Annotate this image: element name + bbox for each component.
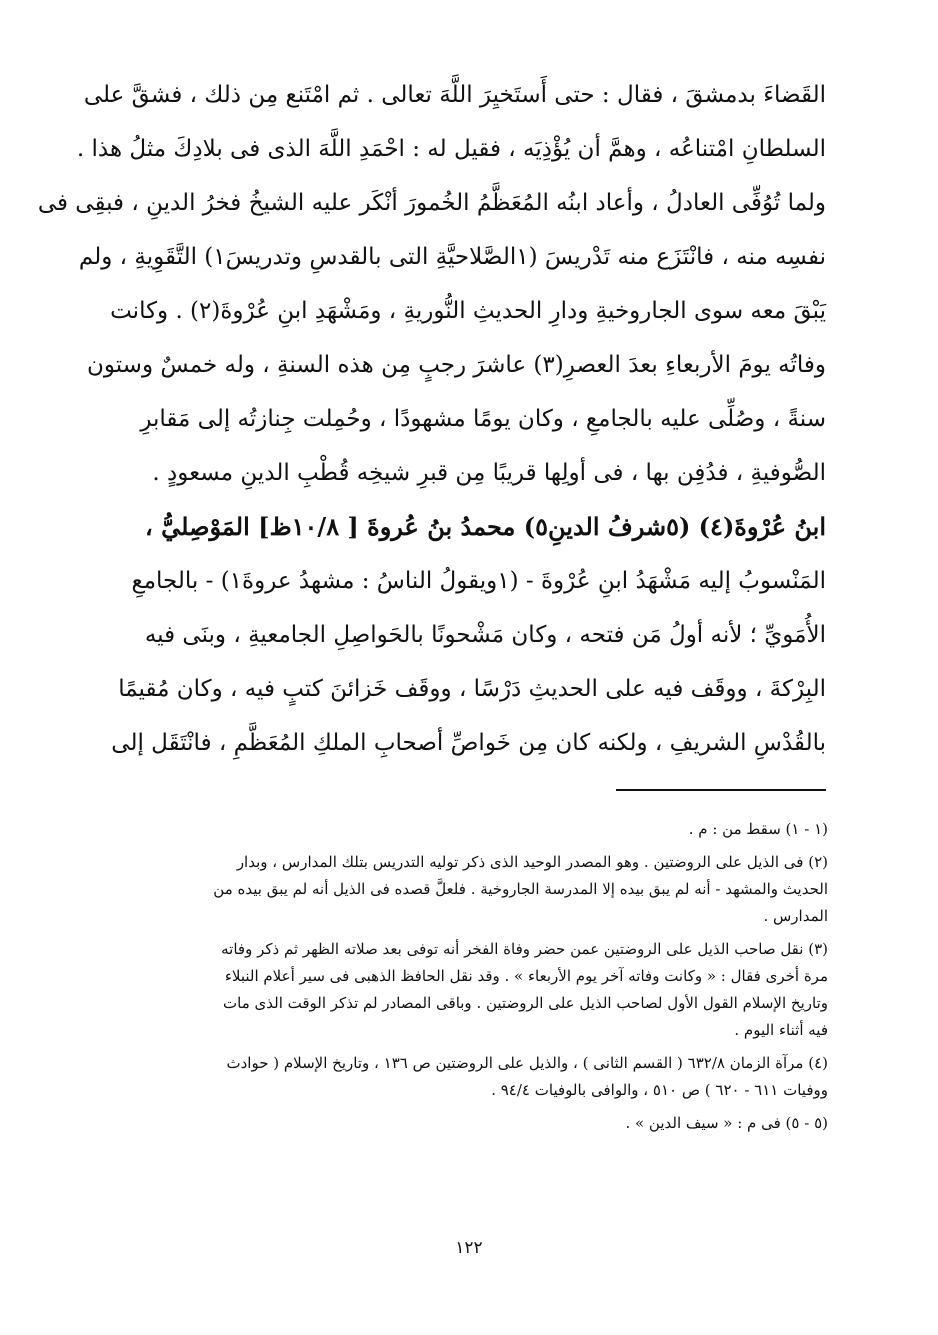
footnote-line: (١ - ١) سقط من : م . (688, 820, 828, 838)
text-line: وفاتُه يومَ الأربعاءِ بعدَ العصرِ(٣) عاشرَ رجبٍ مِن هذه السنةِ ، وله خمسٌ وستون (86, 352, 826, 378)
main-text (37, 68, 826, 770)
footnote-line: (٤) مرآة الزمان ٦٣٢/٨ ( القسم الثانى ) ، والذيل على الروضتين ص ١٣٦ ، وتاريخ الإسلام ( حوادث (226, 1054, 828, 1072)
biography-heading: ابنُ عُرْوةَ(٤) (٥شرفُ الدينِ٥) محمدُ بنُ عُروةَ [ ١٠/٨ظ] المَوْصِليُّ ، (145, 512, 826, 541)
text-line: نفسِه منه ، فانْتَزَع منه تَدْريسَ (١الصَّلاحيَّةِ التى بالقدسِ وتدريسَ١) التَّقَوِيةِ ، ولم (78, 244, 826, 270)
footnote-line: ووفيات ٦١١ - ٦٢٠ ) ص ٥١٠ ، والوافى بالوفيات ٩٤/٤ . (491, 1081, 828, 1099)
text-line: البِرْكةَ ، ووقَف فيه على الحديثِ دَرْسًا ، ووقَف خَزائنَ كتبٍ فيه ، وكان مُقيمًا (118, 676, 826, 702)
footnote-line: مرة أخرى فقال : « وكانت وفاته آخر يوم الأربعاء » . وقد نقل الحافظ الذهبى فى سير أعلام النبلاء (224, 967, 828, 985)
text-line: الصُّوفيةِ ، فدُفِن بها ، فى أولِها قريبًا مِن قبرِ شيخِه قُطْبِ الدينِ مسعودٍ . (152, 460, 826, 486)
footnote-line: وتاريخ الإسلام القول الأول لصاحب الذيل على الروضتين . وباقى المصادر لم تذكر الوقت الذى مات (223, 994, 828, 1012)
text-line: سنةً ، وصُلِّى عليه بالجامعِ ، وكان يومًا مشهودًا ، وحُمِلت جِنازتُه إلى مَقابرِ (140, 406, 826, 432)
text-line: السلطانِ امْتناعُه ، وهمَّ أن يُؤْذِيَه ، فقيل له : احْمَدِ اللَّهَ الذى فى بلادِكَ مثلُ هذا . (76, 136, 826, 162)
text-line: بالقُدْسِ الشريفِ ، ولكنه كان مِن خَواصِّ أصحابِ الملكِ المُعَظَّمِ ، فانْتَقَل إلى (111, 730, 826, 756)
footnote-line: المدارس . (763, 907, 828, 925)
page-number: ١٢٢ (455, 1238, 483, 1258)
footnotes (108, 816, 828, 1143)
footnote-3 (108, 936, 828, 1044)
footnote-separator (616, 789, 826, 791)
footnote-1 (108, 816, 828, 843)
footnote-line: (٣) نقل صاحب الذيل على الروضتين عمن حضر وفاة الفخر أنه توفى بعد صلاته الظهر ثم ذكر وفاته (221, 940, 828, 958)
footnote-line: (٥ - ٥) فى م : « سيف الدين » . (625, 1114, 828, 1132)
text-line: المَنْسوبُ إليه مَشْهَدُ ابنِ عُرْوةَ - (١ويقولُ الناسُ : مشهدُ عروةَ١) - بالجامعِ (131, 568, 826, 594)
footnote-line: (٢) فى الذيل على الروضتين . وهو المصدر الوحيد الذى ذكر توليه التدريس بتلك المدارس ، وبدار (236, 853, 828, 871)
footnote-line: الحديث والمشهد - أنه لم يبق بيده إلا المدرسة الجاروخية . فلعلَّ قصده فى الذيل أنه لم يبق بيده من (213, 880, 828, 898)
text-line: ولما تُوُفِّى العادلُ ، وأعاد ابنُه المُعَظَّمُ الخُمورَ أنْكَر عليه الشيخُ فخرُ الدينِ ، فبقِى فى (37, 190, 826, 216)
footnote-line: فيه أثناء اليوم . (734, 1021, 828, 1039)
text-line: القَضاءَ بدمشقَ ، فقال : حتى أَستَخيِرَ اللَّهَ تعالى . ثم امْتَنع مِن ذلك ، فشقَّ على (83, 82, 826, 108)
text-line: يَبْقَ معه سوى الجاروخيةِ ودارِ الحديثِ النُّوريةِ ، ومَشْهَدِ ابنِ عُرْوةَ(٢) . وكانت (110, 298, 826, 324)
footnote-2 (108, 849, 828, 930)
footnote-4 (108, 1050, 828, 1104)
footnote-5 (108, 1110, 828, 1137)
text-line: الأُمَويِّ ؛ لأنه أولُ مَن فتحه ، وكان مَشْحونًا بالحَواصِلِ الجامعيةِ ، وبنَى فيه (144, 622, 826, 648)
